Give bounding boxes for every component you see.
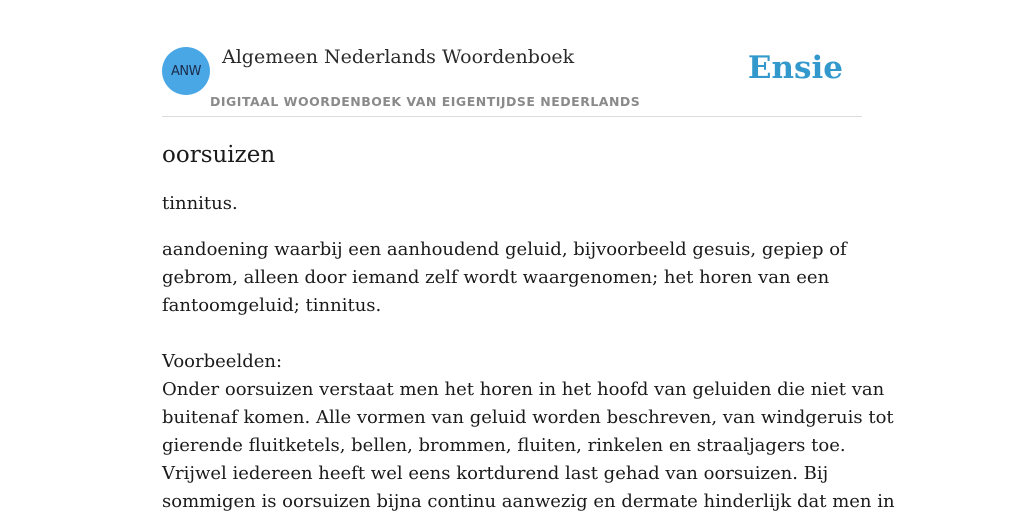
site-header [162,36,862,117]
example-line: buitenaf komen. Alle vormen van geluid worden beschreven, van windgeruis tot [162,407,894,428]
examples-label: Voorbeelden: [162,351,283,372]
example-line: gierende fluitketels, bellen, brommen, fluiten, rinkelen en straaljagers toe. [162,435,846,456]
ensie-brand-logo[interactable]: Ensie [747,50,843,86]
example-line: Vrijwel iedereen heeft wel eens kortdurend last gehad van oorsuizen. Bij [162,463,829,484]
example-line: sommigen is oorsuizen bijna continu aanwezig en dermate hinderlijk dat men in [162,491,895,512]
site-subtitle: DIGITAAL WOORDENBOEK VAN EIGENTIJDSE NEDERLANDS [210,94,641,109]
long-definition [162,236,862,320]
definition-line: aandoening waarbij een aanhoudend geluid, bijvoorbeeld gesuis, gepiep of [162,239,847,260]
logo-text: ANW [171,63,201,79]
site-title[interactable]: Algemeen Nederlands Woordenboek [222,46,575,68]
definition-line: gebrom, alleen door iemand zelf wordt waargenomen; het horen van een [162,267,830,288]
example-line: Onder oorsuizen verstaat men het horen in het hoofd van geluiden die niet van [162,379,885,400]
entry-headword: oorsuizen [162,142,276,168]
anw-logo[interactable] [162,47,210,95]
entry-content [162,138,895,512]
examples-section [162,348,895,512]
definition-line: fantoomgeluid; tinnitus. [162,295,382,316]
short-definition: tinnitus. [162,193,238,214]
